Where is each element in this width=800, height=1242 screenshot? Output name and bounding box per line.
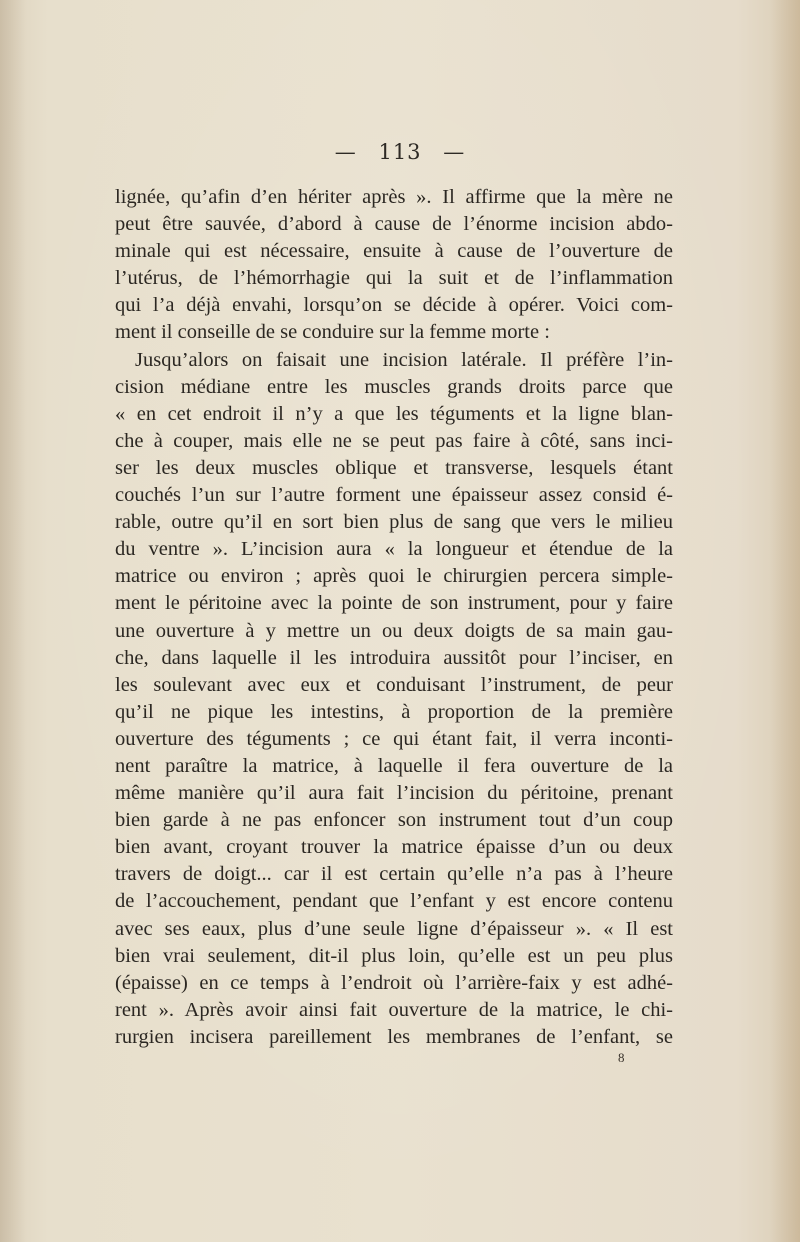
- text-line: bien garde à ne pas enfoncer son instrument tout d’un coup: [115, 809, 673, 832]
- body-text: [115, 184, 673, 1051]
- text-line: ser les deux muscles oblique et transverse, lesquels étant: [115, 456, 673, 479]
- text-line: bien vrai seulement, dit-il plus loin, qu’elle est un peu plus: [115, 944, 673, 967]
- text-line: minale qui est nécessaire, ensuite à cause de l’ouverture de: [115, 240, 673, 263]
- text-line: travers de doigt... car il est certain qu’elle n’a pas à l’heure: [115, 863, 673, 886]
- text-line: che à couper, mais elle ne se peut pas faire à côté, sans inci-: [115, 429, 673, 452]
- text-line: avec ses eaux, plus d’une seule ligne d’épaisseur ». « Il est: [115, 917, 673, 940]
- text-line: rurgien incisera pareillement les membranes de l’enfant, se: [115, 1025, 673, 1048]
- text-line: couchés l’un sur l’autre forment une épaisseur assez consid é-: [115, 484, 673, 507]
- text-line: Jusqu’alors on faisait une incision latérale. Il préfère l’in-: [135, 348, 673, 371]
- text-line: nent paraître la matrice, à laquelle il fera ouverture de la: [115, 754, 673, 777]
- text-line: bien avant, croyant trouver la matrice épaisse d’un ou deux: [115, 836, 673, 859]
- text-line: che, dans laquelle il les introduira aussitôt pour l’inciser, en: [115, 646, 673, 669]
- text-line: de l’accouchement, pendant que l’enfant y est encore contenu: [115, 890, 673, 913]
- spine-shadow: [0, 0, 26, 1242]
- text-line: qui l’a déjà envahi, lorsqu’on se décide à opérer. Voici com-: [115, 294, 673, 317]
- header-dash-right: —: [443, 140, 466, 164]
- header-dash-left: —: [334, 140, 357, 164]
- text-line: rable, outre qu’il en sort bien plus de sang que vers le milieu: [115, 511, 673, 534]
- page-number: 113: [378, 140, 422, 164]
- text-line: cision médiane entre les muscles grands droits parce que: [115, 375, 673, 398]
- text-line: une ouverture à y mettre un ou deux doigts de sa main gau-: [115, 619, 673, 642]
- text-line: peut être sauvée, d’abord à cause de l’énorme incision abdo-: [115, 213, 673, 236]
- text-line: l’utérus, de l’hémorrhagie qui la suit et de l’inflammation: [115, 267, 673, 290]
- text-line: matrice ou environ ; après quoi le chirurgien percera simple-: [115, 565, 673, 588]
- text-line: les soulevant avec eux et conduisant l’instrument, de peur: [115, 673, 673, 696]
- text-line: même manière qu’il aura fait l’incision du péritoine, prenant: [115, 782, 673, 805]
- text-line: ouverture des téguments ; ce qui étant fait, il verra inconti-: [115, 727, 673, 750]
- text-line: du ventre ». L’incision aura « la longueur et étendue de la: [115, 538, 673, 561]
- text-line: « en cet endroit il n’y a que les téguments et la ligne blan-: [115, 402, 673, 425]
- text-line: ment le péritoine avec la pointe de son instrument, pour y faire: [115, 592, 673, 615]
- signature-mark: 8: [618, 1050, 625, 1065]
- text-line: (épaisse) en ce temps à l’endroit où l’arrière-faix y est adhé-: [115, 971, 673, 994]
- text-line: qu’il ne pique les intestins, à proportion de la première: [115, 700, 673, 723]
- page-number-header: [0, 140, 800, 164]
- text-line: rent ». Après avoir ainsi fait ouverture de la matrice, le chi-: [115, 998, 673, 1021]
- text-line: ment il conseille de se conduire sur la femme morte :: [115, 321, 550, 344]
- page-edge-shadow: [770, 0, 800, 1242]
- text-line: lignée, qu’afin d’en hériter après ». Il affirme que la mère ne: [115, 186, 673, 208]
